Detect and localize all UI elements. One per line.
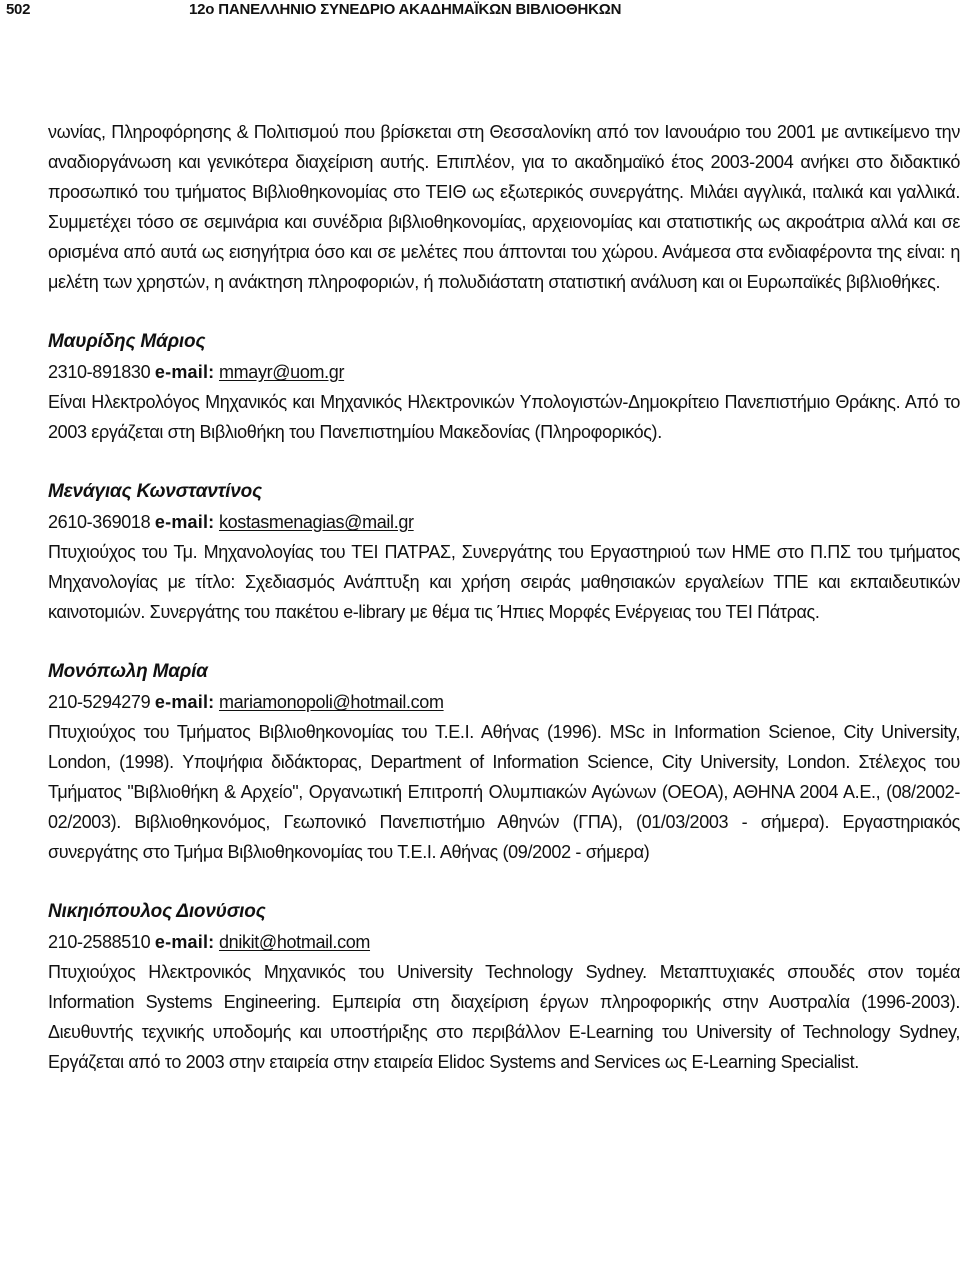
bio-text: Είναι Ηλεκτρολόγος Μηχανικός και Μηχανικός Ηλεκτρονικών Υπολογιστών-Δημοκρίτειο Πανεπιστήμιο Θράκης. Από το 2003 εργάζεται στη Βιβλιοθήκη του Πανεπιστημίου Μακεδονίας (Πληροφορικός).: [48, 392, 960, 442]
phone-number: 210-5294279: [48, 692, 151, 712]
email-label: e-mail:: [154, 362, 215, 382]
email-link[interactable]: dnikit@hotmail.com: [219, 932, 371, 952]
contact-line: [48, 687, 960, 717]
email-label: e-mail:: [154, 932, 215, 952]
email-link[interactable]: mariamonopoli@hotmail.com: [219, 692, 444, 712]
bio-name: Νικηιόπουλος Διονύσιος: [48, 901, 266, 922]
bio-text: Πτυχιούχος του Τμήματος Βιβλιοθηκονομίας του Τ.Ε.Ι. Αθήνας (1996). MSc in Information Scienoe, City University, London, (1998). Υποψήφια διδάκτορας, Department of Information Science, City University, London. Στέλεχος του Τμήματος "Βιβλιοθήκη & Αρχείο", Οργανωτική Επιτροπή Ολυμπιακών Αγώνων (ΟΕΟΑ), ΑΘΗΝΑ 2004 Α.Ε., (08/2002-02/2003). Βιβλιοθηκονόμος, Γεωπονικό Πανεπιστήμιο Αθηνών (ΓΠΑ), (01/03/2003 - σήμερα). Εργαστηριακός συνεργάτης στο Τμήμα Βιβλιοθηκονομίας του Τ.Ε.Ι. Αθήνας (09/2002 - σήμερα): [48, 722, 960, 862]
page-content: [48, 117, 960, 1077]
phone-number: 2310-891830: [48, 362, 151, 382]
intro-paragraph: νωνίας, Πληροφόρησης & Πολιτισμού που βρίσκεται στη Θεσσαλονίκη από τον Ιανουάριο του 2001 με αντικείμενο την αναδιοργάνωση και γενικότερα διαχείριση αυτής. Επιπλέον, για το ακαδημαϊκό έτος 2003-2004 ανήκει στο διδακτικό προσωπικό του τμήματος Βιβλιοθηκονομίας στο ΤΕΙΘ ως εξωτερικός συνεργάτης. Μιλάει αγγλικά, ιταλικά και γαλλικά. Συμμετέχει τόσο σε σεμινάρια και συνέδρια βιβλιοθηκονομίας, αρχειονομίας και στατιστικής ως ακροάτρια αλλά και σε ορισμένα από αυτά ως εισηγήτρια όσο και σε μελέτες που άπτονται του χώρου. Ανάμεσα στα ενδιαφέροντα της είναι: η μελέτη των χρηστών, η ανάκτηση πληροφοριών, ή πολυδιάστατη στατιστική ανάλυση και οι Ευρωπαϊκές βιβλιοθήκες.: [48, 122, 960, 292]
bio-entry: [48, 477, 960, 627]
email-link[interactable]: kostasmenagias@mail.gr: [219, 512, 414, 532]
running-header: [0, 0, 960, 22]
contact-line: [48, 927, 960, 957]
phone-number: 2610-369018: [48, 512, 151, 532]
contact-line: [48, 357, 960, 387]
bio-entry: [48, 657, 960, 867]
bio-name: Μονόπωλη Μαρία: [48, 661, 208, 682]
page-number: 502: [6, 1, 31, 18]
phone-number: 210-2588510: [48, 932, 151, 952]
bio-name: Μαυρίδης Μάριος: [48, 331, 206, 352]
email-label: e-mail:: [154, 512, 215, 532]
bio-entry: [48, 897, 960, 1077]
contact-line: [48, 507, 960, 537]
bio-text: Πτυχιούχος του Τμ. Μηχανολογίας του ΤΕΙ ΠΑΤΡΑΣ, Συνεργάτης του Εργαστηριού των ΗΜΕ στο Π.ΠΣ του τμήματος Μηχανολογίας με τίτλο: Σχεδιασμός Ανάπτυξη και χρήση σειράς μαθησιακών εργαλείων ΤΠΕ και εκπαιδευτικών καινοτομιών. Συνεργάτης του πακέτου e-library με θέμα τις Ήπιες Μορφές Ενέργειας του ΤΕΙ Πάτρας.: [48, 542, 960, 622]
bio-entry: [48, 327, 960, 447]
conference-title: 12ο ΠΑΝΕΛΛΗΝΙΟ ΣΥΝΕΔΡΙΟ ΑΚΑΔΗΜΑΪΚΩΝ ΒΙΒΛΙΟΘΗΚΩΝ: [189, 1, 622, 18]
bio-name: Μενάγιας Κωνσταντίνος: [48, 481, 262, 502]
bio-text: Πτυχιούχος Ηλεκτρονικός Μηχανικός του University Technology Sydney. Μεταπτυχιακές σπουδές στον τομέα Information Systems Engineering. Εμπειρία στη διαχείριση έργων πληροφορικής στην Αυστραλία (1996-2003). Διευθυντής τεχνικής υποδομής και υποστήριξης στο περιβάλλον E-Learning του University of Technology Sydney, Εργάζεται από το 2003 στην εταιρεία στην εταιρεία Elidoc Systems and Services ως E-Learning Specialist.: [48, 962, 960, 1072]
email-link[interactable]: mmayr@uom.gr: [219, 362, 345, 382]
email-label: e-mail:: [154, 692, 215, 712]
